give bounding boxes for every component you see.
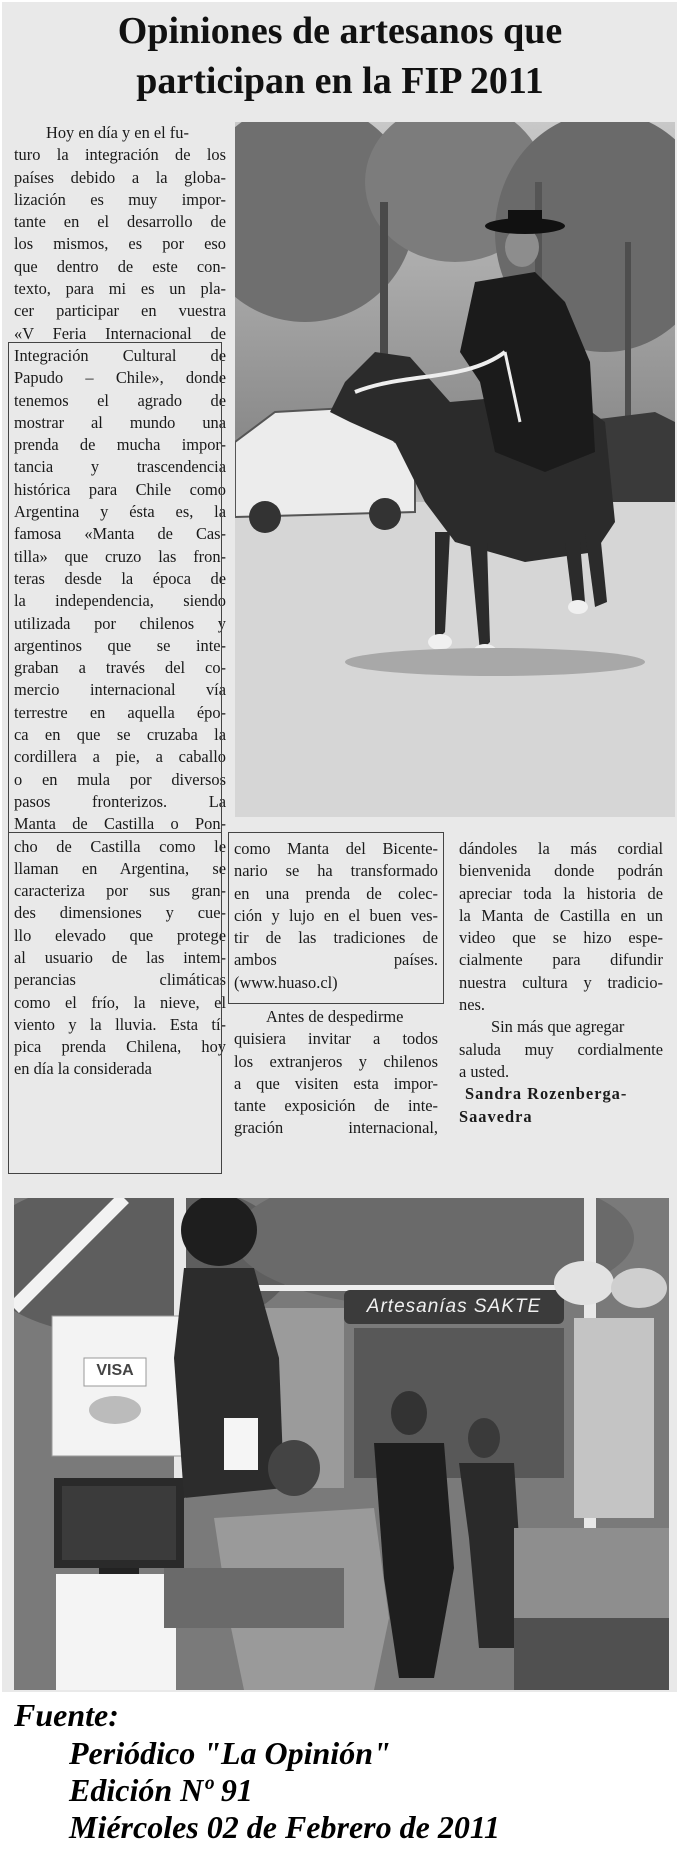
col3-line: Sin más que agregar: [491, 1017, 625, 1037]
horseman-illustration: [235, 122, 675, 817]
col1-line: la independencia, siendo: [14, 591, 226, 611]
col3-line: bienvenida donde podrán: [459, 861, 663, 881]
col1-line: perancias climáticas: [14, 970, 226, 990]
source-citation: [14, 1695, 674, 1846]
column-2-plain: [234, 1006, 438, 1140]
col1-line: mercio internacional vía: [14, 680, 226, 700]
col2p-line: tante exposición de inte-: [234, 1096, 438, 1116]
col1-line: llaman en Argentina, se: [14, 858, 226, 878]
headline-line-2: participan en la FIP 2011: [136, 60, 544, 102]
col1-line: que dentro de este con-: [14, 256, 226, 276]
col3-line: video que se hizo espe-: [459, 928, 663, 948]
craft-stand-illustration: [14, 1198, 669, 1690]
col3-line: apreciar toda la historia de: [459, 883, 663, 903]
col1-line: tenemos el agrado de: [14, 390, 226, 410]
col1-line: argentinos que se inte-: [14, 635, 226, 655]
col2p-line: a que visiten esta impor-: [234, 1073, 438, 1093]
photo-horseman: [235, 122, 675, 817]
col2p-line: Antes de despedirme: [266, 1007, 404, 1026]
col1-line: cho de Castilla como le: [14, 836, 226, 856]
col1-line: lización es muy impor-: [14, 189, 226, 209]
col1-line: tancia y trascendencia: [14, 457, 226, 477]
col2-line: (www.huaso.cl): [234, 972, 338, 992]
col1-line: tilla» que cruzo las fron-: [14, 546, 226, 566]
col1-line: pica prenda Chilena, hoy: [14, 1037, 226, 1057]
col1-line: como el frío, la nieve, el: [14, 992, 226, 1012]
col1-line: en día la considerada: [14, 1059, 152, 1079]
col3-line: la Manta de Castilla en un: [459, 905, 663, 925]
column-3: [459, 838, 663, 1128]
source-label: Fuente:: [14, 1697, 119, 1733]
col1-line: cer participar en vuestra: [14, 301, 226, 321]
col1-line: pasos fronterizos. La: [14, 791, 226, 811]
col1-line: turo la integración de los: [14, 145, 226, 165]
col3-line: nuestra cultura y tradicio-: [459, 972, 663, 992]
col1-line: países debido a la globa-: [14, 167, 226, 187]
col3-line: saluda muy cordialmente: [459, 1039, 663, 1059]
photo-craft-stand: [14, 1198, 669, 1690]
col1-line: mostrar al mundo una: [14, 412, 226, 432]
col2-line: en una prenda de colec-: [234, 883, 438, 903]
source-edition: Edición Nº 91: [69, 1772, 253, 1808]
col1-line: viento y la lluvia. Esta tí-: [14, 1014, 226, 1034]
author-surname: Saavedra: [459, 1106, 533, 1126]
author-name: Sandra Rozenberga-: [465, 1084, 628, 1104]
col1-line: prenda de mucha impor-: [14, 435, 226, 455]
col3-line: a usted.: [459, 1061, 510, 1081]
col1-line: Manta de Castilla o Pon-: [14, 814, 226, 834]
col1-line: texto, para mi es un pla-: [14, 279, 226, 299]
article-headline: [0, 6, 680, 106]
col1-line: Papudo – Chile», donde: [14, 368, 226, 388]
col1-line: ca en que se cruzaba la: [14, 725, 226, 745]
column-2-boxed: [234, 838, 438, 994]
col1-line: Argentina y ésta es, la: [14, 502, 226, 522]
visa-logo: VISA: [96, 1362, 134, 1379]
col3-line: nes.: [459, 995, 485, 1015]
col1-line: tante en el desarrollo de: [14, 212, 226, 232]
col1-line: caracteriza por sus gran-: [14, 881, 226, 901]
col1-box-bottom: [8, 832, 222, 1174]
col1-line: llo elevado que protege: [14, 925, 226, 945]
col2p-line: gración internacional,: [234, 1118, 438, 1138]
col1-line: teras desde la época de: [14, 568, 226, 588]
col1-line: graban a través del co-: [14, 658, 226, 678]
stand-sign-text: Artesanías SAKTE: [366, 1296, 542, 1317]
col1-box-top: [8, 342, 222, 833]
col1-line: famosa «Manta de Cas-: [14, 524, 226, 544]
headline-line-1: Opiniones de artesanos que: [117, 10, 563, 52]
source-newspaper: Periódico "La Opinión": [69, 1735, 391, 1771]
col1-line: utilizada por chilenos y: [14, 613, 226, 633]
col2p-line: los extranjeros y chilenos: [234, 1051, 438, 1071]
col2-line: ción y lujo en el buen ves-: [234, 905, 438, 925]
col2-line: nario se ha transformado: [234, 861, 438, 881]
col2-line: ambos países.: [234, 950, 438, 970]
col1-line: des dimensiones y cue-: [14, 903, 226, 923]
source-date: Miércoles 02 de Febrero de 2011: [69, 1809, 501, 1845]
col1-line: «V Feria Internacional de: [14, 323, 226, 343]
col1-line: Integración Cultural de: [14, 345, 226, 365]
col1-line: Hoy en día y en el fu-: [46, 123, 189, 142]
col1-line: o en mula por diversos: [14, 769, 226, 789]
col3-line: dándoles la más cordial: [459, 839, 663, 858]
col1-line: al usuario de las intem-: [14, 947, 226, 967]
col1-line: cordillera a pie, a caballo: [14, 747, 226, 767]
col2-line: tir de las tradiciones de: [234, 928, 438, 948]
col1-line: terrestre en aquella épo-: [14, 702, 226, 722]
col1-line: los mismos, es por eso: [14, 234, 226, 254]
col2-line: como Manta del Bicente-: [234, 839, 438, 858]
col1-line: histórica para Chile como: [14, 479, 226, 499]
col3-line: cialmente para difundir: [459, 950, 663, 970]
col2p-line: quisiera invitar a todos: [234, 1029, 438, 1049]
